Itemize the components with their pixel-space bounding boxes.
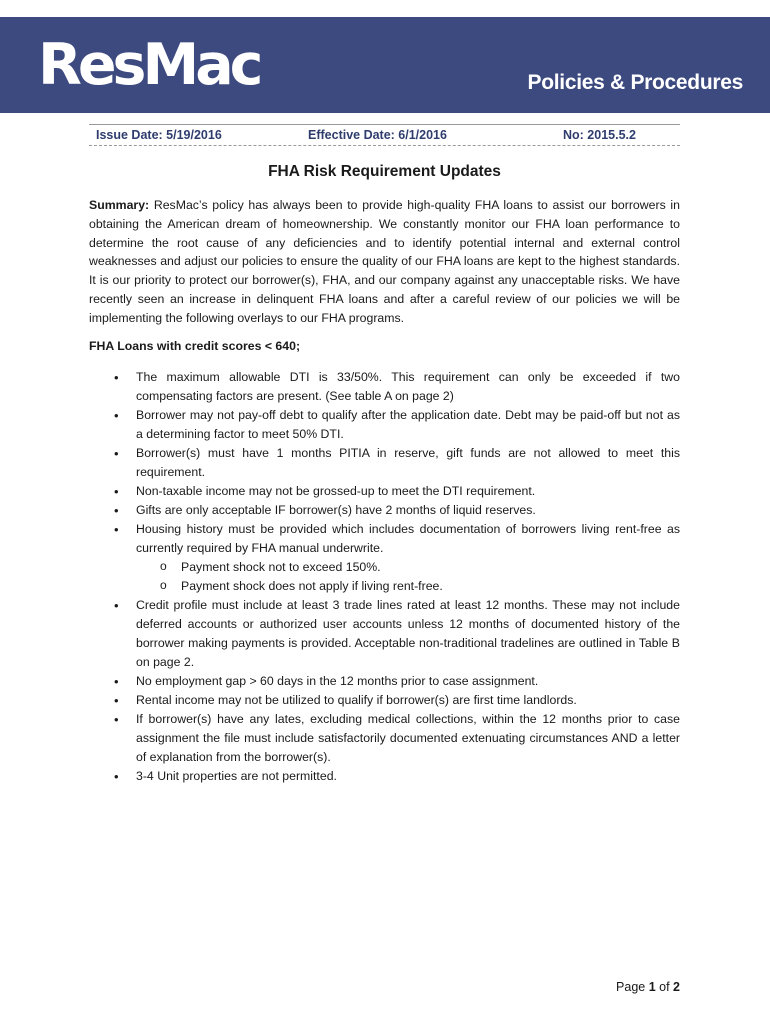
page-prefix: Page [616, 980, 649, 994]
list-item [89, 596, 680, 672]
document-number: No: 2015.5.2 [563, 128, 636, 142]
summary-text: ResMac’s policy has always been to provide high-quality FHA loans to assist our borrowers in obtaining the American dream of homeownership. We constantly monitor our FHA loan performance to determine the root cause of any deficiencies and to identify potential internal and external control weaknesses and adjust our policies to ensure the quality of our FHA loans are kept to the highest standards. It is our priority to protect our borrower(s), FHA, and our company against any unacceptable risks. We have recently seen an increase in delinquent FHA loans and after a careful review of our policies we will be implementing the following overlays to our FHA programs. [89, 198, 680, 325]
list-item [89, 444, 680, 482]
page-total: 2 [673, 980, 680, 994]
issue-date: Issue Date: 5/19/2016 [96, 128, 222, 142]
document-title: FHA Risk Requirement Updates [268, 163, 501, 180]
list-item-text: Borrower may not pay-off debt to qualify after the application date. Debt may be paid-off but not as a determining factor to meet 50% DTI. [136, 408, 680, 441]
header-title: Policies & Procedures [527, 71, 743, 94]
section-heading: FHA Loans with credit scores < 640; [89, 339, 301, 353]
list-item-text: 3-4 Unit properties are not permitted. [136, 769, 337, 783]
list-item-text: The maximum allowable DTI is 33/50%. This requirement can only be exceeded if two compensating factors are present. (See table A on page 2) [136, 370, 680, 403]
list-item [89, 406, 680, 444]
list-item [89, 482, 680, 501]
list-item [89, 520, 680, 596]
list-item [89, 501, 680, 520]
page-footer [616, 980, 680, 994]
requirements-list [89, 368, 680, 786]
list-item-text: Housing history must be provided which includes documentation of borrowers living rent-free as currently required by FHA manual underwrite. [136, 522, 680, 555]
list-item [89, 710, 680, 767]
list-item [89, 368, 680, 406]
summary-label: Summary: [89, 198, 150, 212]
resmac-logo: ResMac [38, 32, 260, 98]
page-mid: of [655, 980, 674, 994]
summary-paragraph [89, 196, 680, 328]
list-item-text: Credit profile must include at least 3 trade lines rated at least 12 months. These may not include deferred accounts or authorized user accounts unless 12 months of documented history of the borrower making payments is provided. Acceptable non-traditional tradelines are outlined in Table B on page 2. [136, 598, 680, 669]
list-item [89, 767, 680, 786]
effective-date: Effective Date: 6/1/2016 [308, 128, 447, 142]
list-item [89, 691, 680, 710]
sub-list [136, 558, 680, 596]
sub-list-item: o Payment shock not to exceed 150%. [136, 558, 680, 577]
list-item-text: No employment gap > 60 days in the 12 months prior to case assignment. [136, 674, 539, 688]
list-item [89, 672, 680, 691]
list-item-text: Rental income may not be utilized to qualify if borrower(s) are first time landlords. [136, 693, 577, 707]
page-current: 1 [648, 980, 656, 994]
list-item-text: Borrower(s) must have 1 months PITIA in reserve, gift funds are not allowed to meet this requirement. [136, 446, 680, 479]
sub-list-item: o Payment shock does not apply if living rent-free. [136, 577, 680, 596]
list-item-text: Gifts are only acceptable IF borrower(s) have 2 months of liquid reserves. [136, 503, 536, 517]
list-item-text: If borrower(s) have any lates, excluding medical collections, within the 12 months prior to case assignment the file must include satisfactorily documented extenuating circumstances AND a letter of explanation from the borrower(s). [136, 712, 680, 764]
header-banner [0, 17, 770, 113]
list-item-text: Non-taxable income may not be grossed-up to meet the DTI requirement. [136, 484, 536, 498]
document-meta-bar [89, 124, 680, 146]
